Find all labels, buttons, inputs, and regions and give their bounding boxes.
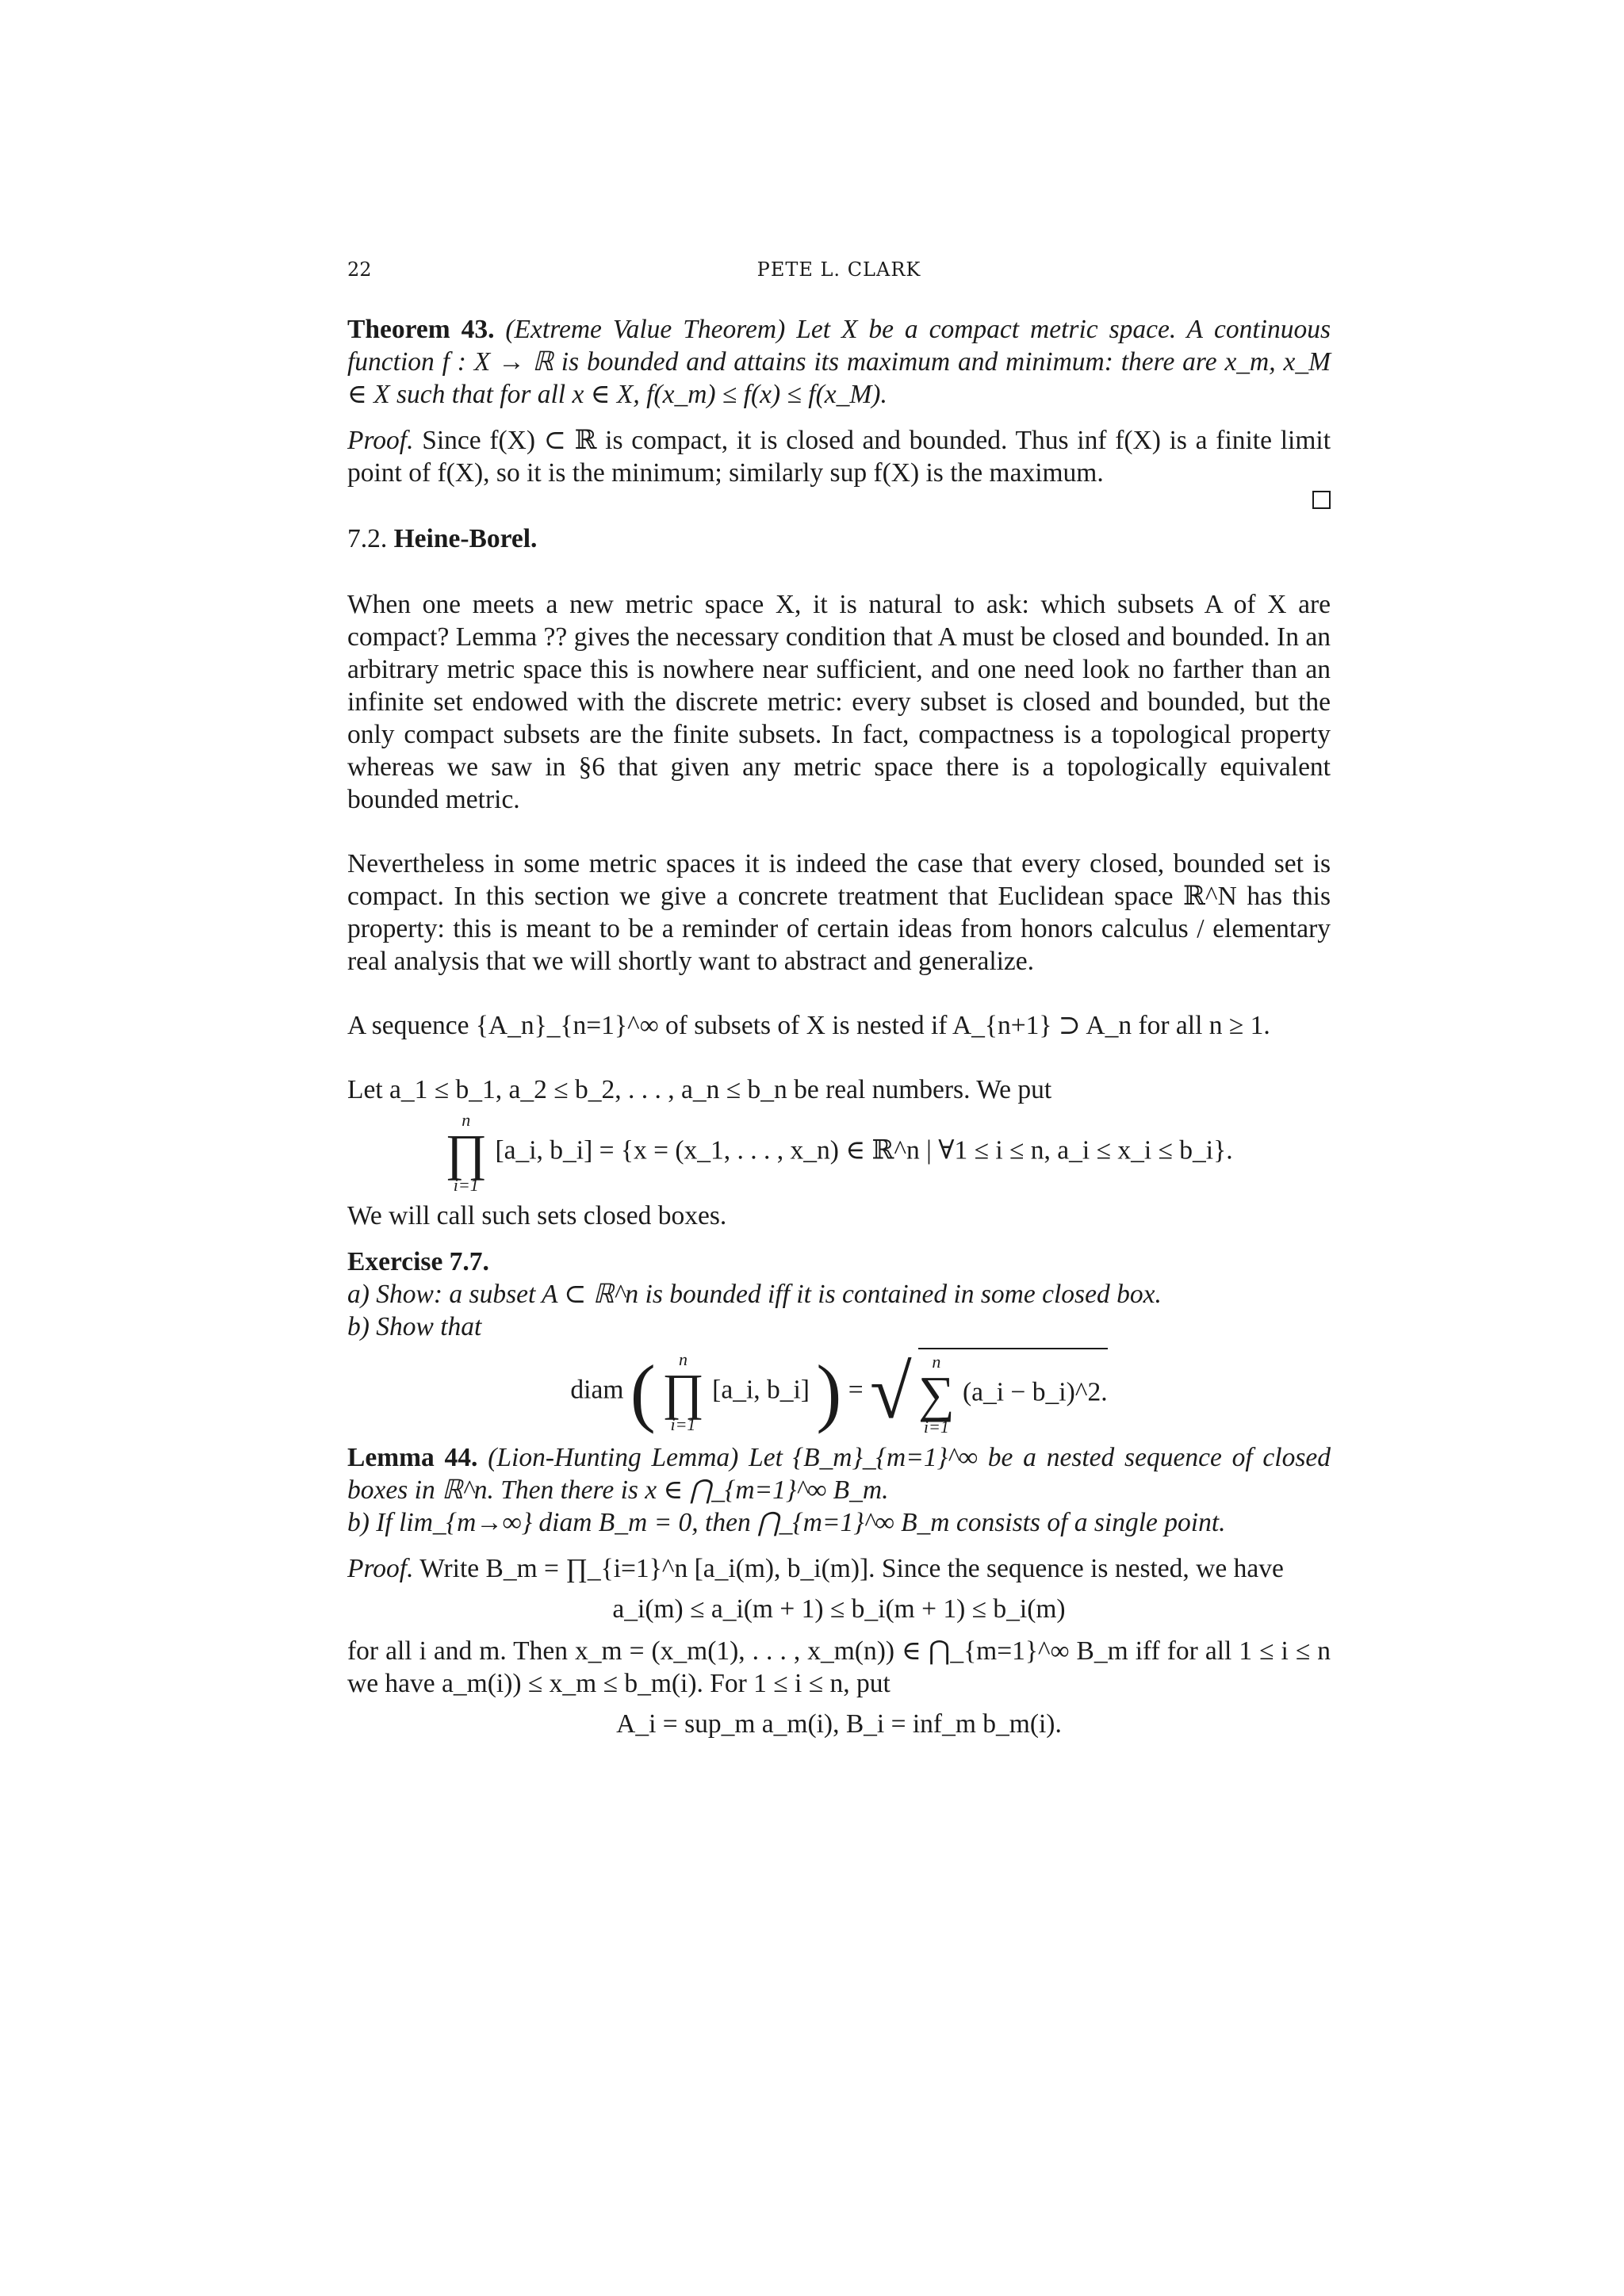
paragraph-1: When one meets a new metric space X, it is natural to ask: which subsets A of X are compact? Lemma ?? gives the necessary condition that A must be closed and bounded. In an arbitrary metric space this is nowhere near sufficient, and one need look no farther than an infinite set endowed with the discrete metric: every subset is closed and bounded, but the only compact subsets are the finite subsets. In fact, compactness is a topological property whereas we saw in §6 that given any metric space there is a topologically equivalent bounded metric. (347, 590, 1331, 814)
section-heading (347, 522, 1331, 555)
qed-box-icon (1312, 491, 1331, 509)
square-root: √ n ∑ i=1 (a_i − b_i)^2. (869, 1349, 1108, 1437)
diam-label: diam (570, 1375, 624, 1405)
proof-lion-hunting (347, 1552, 1331, 1585)
proof-extreme-value (347, 424, 1331, 489)
proof2-line-1: Write B_m = ∏_{i=1}^n [a_i(m), b_i(m)]. Since the sequence is nested, we have (419, 1554, 1284, 1583)
sup-inf-display: A_i = sup_m a_m(i), B_i = inf_m b_m(i). (616, 1709, 1062, 1739)
sum-operator: n ∑ i=1 (918, 1352, 955, 1437)
exercise-part-a: a) Show: a subset A ⊂ ℝ^n is bounded iff it is contained in some closed box. (347, 1280, 1162, 1309)
nested-inequality-display: a_i(m) ≤ a_i(m + 1) ≤ b_i(m + 1) ≤ b_i(m) (612, 1594, 1066, 1624)
section-number: 7.2. (347, 524, 388, 553)
qed-mark (347, 489, 1331, 513)
proof2-label: Proof. (347, 1554, 414, 1583)
diameter-display: diam ( n ∏ i=1 [a_i, b_i] ) = √ n ∑ i=1 (a_i − b_i)^2. (570, 1349, 1108, 1437)
theorem-statement-2: continuous function f : X → ℝ is bounded and attains its maximum and minimum: (347, 315, 1331, 377)
diam-rhs: (a_i − b_i)^2. (963, 1377, 1108, 1407)
paragraph-nested-definition: A sequence {A_n}_{n=1}^∞ of subsets of X is nested if A_{n+1} ⊃ A_n for all n ≥ 1. (347, 1011, 1270, 1040)
page-header (347, 258, 1331, 290)
paragraph-real-numbers: Let a_1 ≤ b_1, a_2 ≤ b_2, . . . , a_n ≤ b_n be real numbers. We put (347, 1075, 1052, 1104)
lemma-label: Lemma 44. (347, 1443, 478, 1472)
lemma-line-3: b) If lim_{m→∞} diam B_m = 0, then ⋂_{m=1}^∞ B_m consists of a single point. (347, 1508, 1226, 1537)
closed-box-formula: [a_i, b_i] = {x = (x_1, . . . , x_n) ∈ ℝ^n | ∀1 ≤ i ≤ n, a_i ≤ x_i ≤ b_i}. (495, 1135, 1233, 1165)
theorem-43 (347, 313, 1331, 411)
proof-label: Proof. (347, 426, 414, 455)
theorem-label: Theorem 43. (347, 315, 495, 344)
exercise-part-b: b) Show that (347, 1312, 482, 1341)
page-body (347, 313, 1331, 1750)
running-title: PETE L. CLARK (756, 258, 921, 281)
proof-text: Since f(X) ⊂ ℝ is compact, it is closed and bounded. Thus inf f(X) is a finite limit point of f(X), so it is the minimum; similarly sup f(X) is the maximum. (347, 426, 1331, 488)
paragraph-2: Nevertheless in some metric spaces it is indeed the case that every closed, bounded set is compact. In this section we give a concrete treatment that Euclidean space ℝ^N has this property: this is meant to be a reminder of certain ideas from honors calculus / elementary real analysis that we will shortly want to abstract and generalize. (347, 849, 1331, 976)
theorem-statement-1: (Extreme Value Theorem) Let X be a compact metric space. A (505, 315, 1204, 344)
section-title: Heine-Borel. (393, 524, 538, 553)
paragraph-closed-boxes: We will call such sets closed boxes. (347, 1201, 727, 1230)
exercise-label: Exercise 7.7. (347, 1247, 489, 1276)
lemma-line-1: (Lion-Hunting Lemma) Let {B_m}_{m=1}^∞ be a nested sequence of closed (488, 1443, 1331, 1472)
product-operator-2: n ∏ i=1 (662, 1349, 704, 1434)
diam-inner: [a_i, b_i] (712, 1375, 810, 1405)
product-operator: n ∏ i=1 (445, 1110, 488, 1195)
proof2-line-2: for all i and m. Then x_m = (x_m(1), . . . , x_m(n)) ∈ ⋂_{m=1}^∞ B_m iff for all 1 ≤ i ≤ n we have a_m(i)) ≤ x_m ≤ b_m(i). For 1 ≤ i ≤ n, put (347, 1636, 1331, 1698)
lemma-44 (347, 1441, 1331, 1539)
lemma-line-2: boxes in ℝ^n. Then there is x ∈ ⋂_{m=1}^∞ B_m. (347, 1475, 889, 1505)
theorem-statement-3: there are x_m, x_M ∈ X such that for all x ∈ X, f(x_m) ≤ f(x) ≤ f(x_M). (347, 347, 1331, 409)
page-number: 22 (347, 258, 372, 281)
exercise-7-7 (347, 1246, 1331, 1343)
closed-box-display (347, 1111, 1331, 1195)
